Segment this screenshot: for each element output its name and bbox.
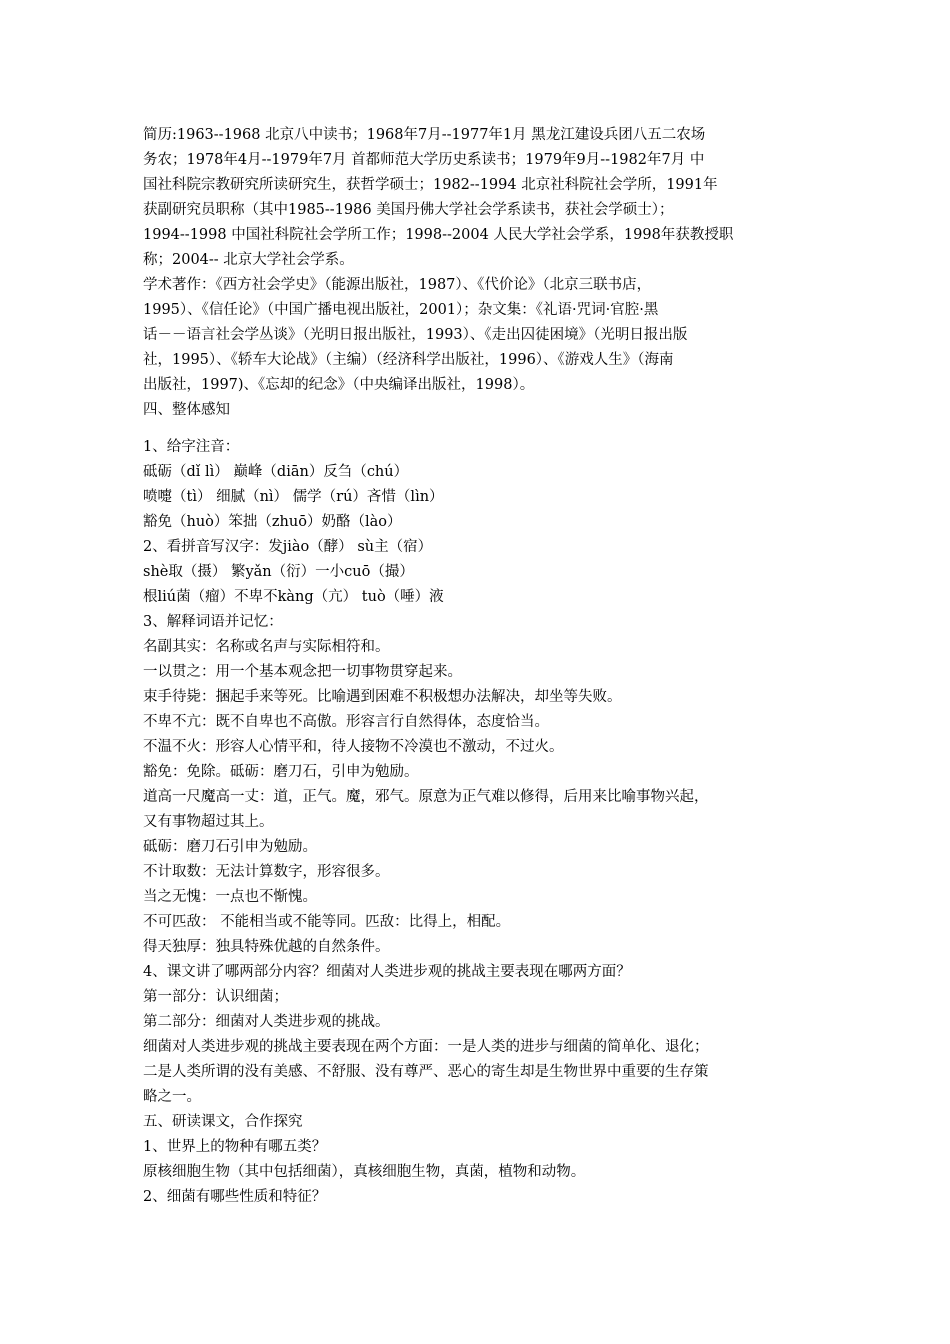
section-heading-study-text: 五、研读课文，合作探究: [143, 1114, 303, 1130]
question-heading: 2、看拼音写汉字：发jiào（酵） sù主（宿）: [143, 539, 433, 555]
question-heading: 4、课文讲了哪两部分内容？细菌对人类进步观的挑战主要表现在哪两方面？: [143, 964, 631, 980]
definition-line: 束手待毙：捆起手来等死。比喻遇到困难不积极想办法解决，却坐等失败。: [143, 689, 622, 705]
answer-line: 第二部分：细菌对人类进步观的挑战。: [143, 1014, 390, 1030]
answer-line: 二是人类所谓的没有美感、不舒服、没有尊严、恶心的寄生却是生物世界中重要的生存策: [143, 1064, 709, 1080]
definition-line: 豁免：免除。砥砺：磨刀石，引申为勉励。: [143, 764, 419, 780]
body-block: [143, 435, 808, 1210]
question-heading: 2、细菌有哪些性质和特征？: [143, 1189, 327, 1205]
answer-line: 细菌对人类进步观的挑战主要表现在两个方面：一是人类的进步与细菌的简单化、退化；: [143, 1039, 709, 1055]
definition-line: 得天独厚：独具特殊优越的自然条件。: [143, 939, 390, 955]
paragraph-gap: [143, 423, 808, 435]
publications-line: 1995）、《信任论》（中国广播电视出版社，2001）；杂文集：《礼语·咒词·官腔·黑: [143, 302, 659, 318]
biography-block: [143, 123, 808, 398]
document-page: [143, 123, 808, 1210]
bio-line: 务农；1978年4月--1979年7月 首都师范大学历史系读书；1979年9月--1982年7月 中: [143, 152, 705, 168]
bio-line: 1994--1998 中国社科院社会学所工作；1998--2004 人民大学社会学系，1998年获教授职: [143, 227, 734, 243]
pinyin-line: 砥砺（dǐ lì） 巅峰（diān）反刍（chú）: [143, 464, 409, 480]
definition-line: 道高一尺魔高一丈：道，正气。魔，邪气。原意为正气难以修得，后用来比喻事物兴起，: [143, 789, 709, 805]
publications-line: 话－－语言社会学丛谈》（光明日报出版社，1993）、《走出囚徒困境》（光明日报出版: [143, 327, 688, 343]
definition-line: 一以贯之：用一个基本观念把一切事物贯穿起来。: [143, 664, 462, 680]
publications-line: 学术著作：《西方社会学史》（能源出版社，1987）、《代价论》（北京三联书店，: [143, 277, 652, 293]
definition-line: 名副其实：名称或名声与实际相符和。: [143, 639, 390, 655]
definition-line: 当之无愧：一点也不惭愧。: [143, 889, 317, 905]
answer-line: 略之一。: [143, 1089, 201, 1105]
pinyin-line: shè取（摄） 繁yǎn（衍）一小cuō（撮）: [143, 564, 414, 580]
question-heading: 3、解释词语并记忆：: [143, 614, 283, 630]
bio-line: 获副研究员职称（其中1985--1986 美国丹佛大学社会学系读书，获社会学硕士）；: [143, 202, 674, 218]
pinyin-line: 喷嚏（tì） 细腻（nì） 儒学（rú）吝惜（lìn）: [143, 489, 444, 505]
bio-line: 称；2004-- 北京大学社会学系。: [143, 252, 354, 268]
bio-line: 简历:1963--1968 北京八中读书；1968年7月--1977年1月 黑龙江建设兵团八五二农场: [143, 127, 706, 143]
bio-line: 国社科院宗教研究所读研究生，获哲学硕士；1982--1994 北京社科院社会学所，1991年: [143, 177, 718, 193]
pinyin-line: 根liú菌（瘤）不卑不kàng（亢） tuò（唾）液: [143, 589, 444, 605]
question-heading: 1、给字注音：: [143, 439, 240, 455]
answer-line: 原核细胞生物（其中包括细菌），真核细胞生物，真菌，植物和动物。: [143, 1164, 586, 1180]
answer-line: 第一部分：认识细菌；: [143, 989, 288, 1005]
publications-line: 出版社，1997)、《忘却的纪念》（中央编译出版社，1998）。: [143, 377, 535, 393]
question-heading: 1、世界上的物种有哪五类？: [143, 1139, 327, 1155]
definition-line: 砥砺：磨刀石引申为勉励。: [143, 839, 317, 855]
definition-line: 不温不火：形容人心情平和，待人接物不冷漠也不激动，不过火。: [143, 739, 564, 755]
definition-line: 不卑不亢：既不自卑也不高傲。形容言行自然得体，态度恰当。: [143, 714, 549, 730]
definition-line: 不可匹敌： 不能相当或不能等同。匹敌：比得上，相配。: [143, 914, 511, 930]
definition-line: 不计取数：无法计算数字，形容很多。: [143, 864, 390, 880]
definition-line: 又有事物超过其上。: [143, 814, 274, 830]
section-heading-overall-perception: 四、整体感知: [143, 402, 230, 418]
pinyin-line: 豁免（huò）笨拙（zhuō）奶酪（lào）: [143, 514, 402, 530]
publications-line: 社，1995）、《轿车大论战》（主编）（经济科学出版社，1996）、《游戏人生》（海南: [143, 352, 674, 368]
